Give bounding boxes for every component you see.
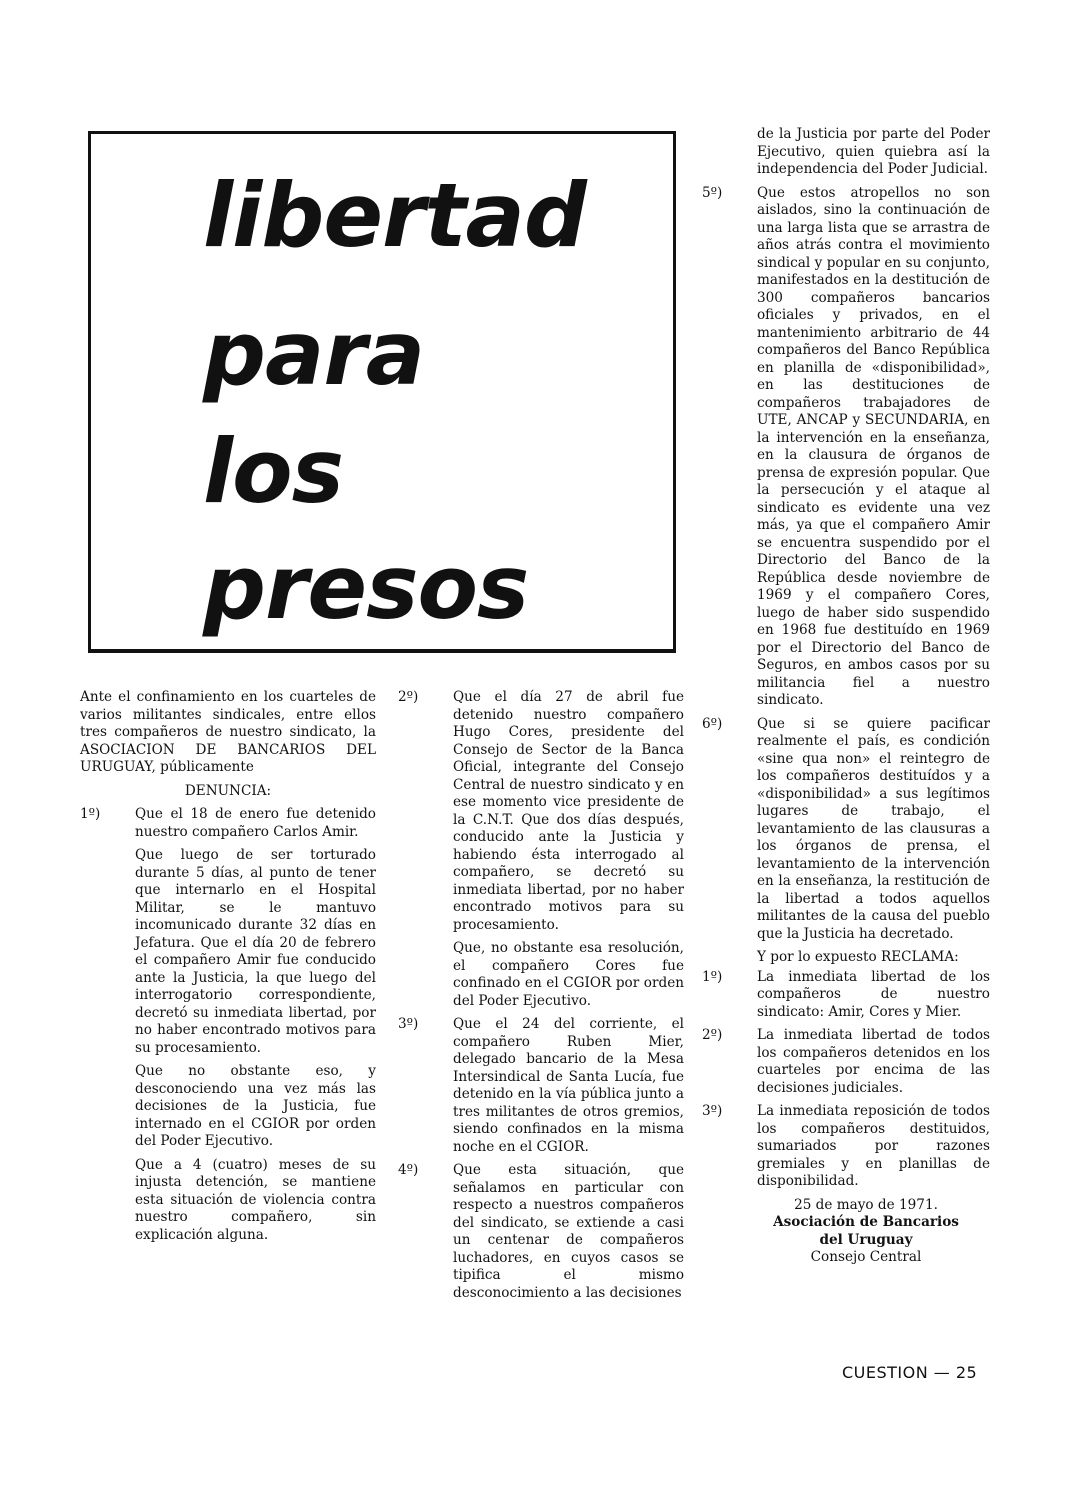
item-paragraph: Que luego de ser torturado durante 5 días, al punto de tener que internarlo en el Hospital Militar, se le mantuvo incomunicado durante 32 días en Jefatura. Que el día 20 de febrero el compañero Amir fue conducido ante la Justicia, la que luego del interrogatorio correspondiente, decretó su inmediata libertad, por no haber encontrado motivos para su procesamiento. [135, 847, 376, 1056]
item-3 [398, 1016, 684, 1156]
item-4 [398, 1162, 684, 1302]
item-paragraph: Que estos atropellos no son aislados, sino la continuación de una larga lista que se arrastra de años atrás contra el movimiento sindical y popular en su conjunto, manifestados en la destitución de 300 compañeros bancarios oficiales y privados, en el mantenimiento arbitrario de 44 compañeros del Banco República en planilla de «disponibilidad», en las destituciones de compañeros trabajadores de UTE, ANCAP y SECUNDARIA, en la intervención en la enseñanza, en la clausura de órganos de prensa de expresión popular. Que la persecución y el ataque al sindicato es evidente una vez más, ya que el compañero Amir se encuentra suspendido por el Directorio del Banco de la República desde noviembre de 1969 y el compañero Cores, luego de haber sido suspendido en 1968 fue destituído en 1969 por el Directorio del Banco de Seguros, en ambos casos por su militancia fiel a nuestro sindicato. [757, 184, 990, 708]
item-paragraph: Que a 4 (cuatro) meses de su injusta detención, se mantiene esta situación de violencia contra nuestro compañero, sin explicación alguna. [135, 1156, 376, 1243]
item-number: 6º) [702, 715, 723, 732]
item-number: 3º) [398, 1016, 419, 1032]
title-box [88, 131, 676, 653]
item-paragraph: La inmediata libertad de los compañeros de nuestro sindicato: Amir, Cores y Mier. [757, 968, 990, 1020]
reclama-item-2 [702, 1027, 990, 1097]
signature-org: Asociación de Bancarios [773, 1214, 959, 1230]
date-line: 25 de mayo de 1971. [794, 1196, 938, 1213]
item-paragraph: La inmediata reposición de todos los compañeros destituidos, sumariados por razones gremiales y en planillas de disponibilidad. [757, 1103, 990, 1189]
intro-paragraph: Ante el confinamiento en los cuarteles de varios militantes sindicales, entre ellos tres compañeros de nuestro sindicato, la ASOCIACION DE BANCARIOS DEL URUGUAY, públicamente [80, 689, 376, 775]
column-3 [702, 126, 990, 1267]
title-line-los: los [203, 420, 343, 523]
item-paragraph: Que el día 27 de abril fue detenido nuestro compañero Hugo Cores, presidente del Consejo de Sector de la Banca Oficial, integrante del Consejo Central de nuestro sindicato y en ese momento vice presidente de la C.N.T. Que dos días después, conducido ante la Justicia y habiendo ésta interrogado al compañero, se decretó su inmediata libertad, por no haber encontrado motivos para su procesamiento. [453, 689, 684, 933]
item-number: 2º) [398, 689, 419, 705]
item-paragraph: Que no obstante eso, y desconociendo una vez más las decisiones de la Justicia, fue internado en el CGIOR por orden del Poder Ejecutivo. [135, 1063, 376, 1149]
item-number: 5º) [702, 184, 723, 201]
item-number: 1º) [80, 806, 101, 822]
continued-paragraph: de la Justicia por parte del Poder Ejecutivo, quien quiebra así la independencia del Poder Judicial. [757, 126, 990, 177]
title-line-para: para [203, 302, 425, 405]
item-number: 4º) [398, 1162, 419, 1178]
signature-council: Consejo Central [810, 1249, 922, 1265]
item-2 [398, 689, 684, 1010]
item-number: 1º) [702, 968, 723, 985]
item-paragraph: Que, no obstante esa resolución, el compañero Cores fue confinado en el CGIOR por orden del Poder Ejecutivo. [453, 940, 684, 1009]
reclama-item-1 [702, 969, 990, 1022]
item-paragraph: La inmediata libertad de todos los compañeros detenidos en los cuarteles por encima de las decisiones judiciales. [757, 1027, 990, 1096]
signature-org-2: del Uruguay [819, 1231, 913, 1248]
item-5 [702, 185, 990, 710]
item-1 [80, 806, 376, 1244]
column-2 [398, 689, 684, 1308]
item-paragraph: Que si se quiere pacificar realmente el país, es condición «sine qua non» el reintegro de los compañeros destituídos y a «disponibilidad» a sus legítimos lugares de trabajo, el levantamiento de las clausuras a los órganos de prensa, el levantamiento de la intervención en la enseñanza, la restitución de la libertad a todos aquellos militantes de la causa del pueblo que la Justicia ha decretado. [757, 715, 990, 942]
reclama-item-3 [702, 1103, 990, 1191]
denuncia-heading: DENUNCIA: [184, 782, 272, 799]
item-6 [702, 716, 990, 944]
item-paragraph: Que el 18 de enero fue detenido nuestro compañero Carlos Amir. [135, 806, 376, 840]
item-paragraph: Que el 24 del corriente, el compañero Ruben Mier, delegado bancario de la Mesa Intersindical de Santa Lucía, fue detenido en la vía pública junto a tres militantes de otros gremios, siendo confinados en la misma noche en el CGIOR. [453, 1016, 684, 1155]
title-line-presos: presos [203, 536, 529, 639]
item-paragraph: Que esta situación, que señalamos en particular con respecto a nuestros compañeros del sindicato, se extiende a casi un centenar de compañeros luchadores, en cuyos casos se tipifica el mismo desconocimiento a las decisiones [453, 1162, 684, 1301]
item-number: 3º) [702, 1103, 723, 1119]
column-1 [80, 689, 376, 1250]
reclama-heading: Y por lo expuesto RECLAMA: [757, 949, 959, 965]
page-footer: CUESTION — 25 [842, 1363, 978, 1382]
title-line-libertad: libertad [203, 164, 586, 267]
item-number: 2º) [702, 1027, 723, 1043]
